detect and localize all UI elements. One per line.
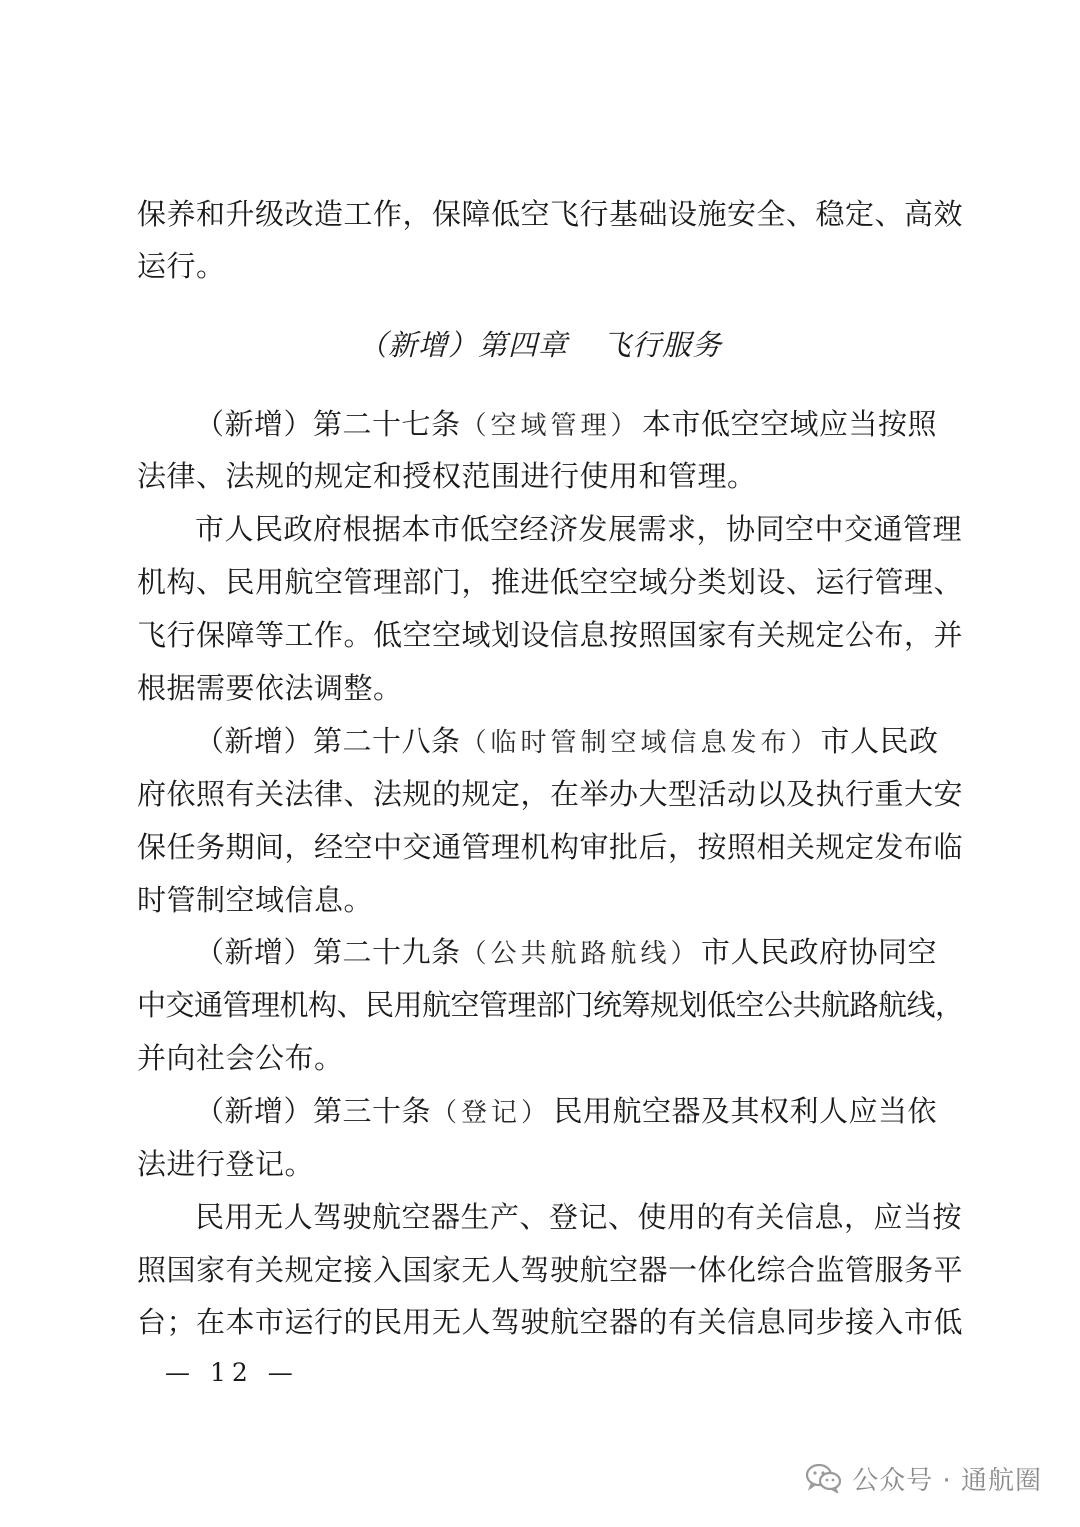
- wechat-watermark: [806, 1458, 1042, 1498]
- article-number: 第二十八条: [313, 724, 461, 758]
- paragraph-line: 台；在本市运行的民用无人驾驶航空器的有关信息同步接入市低: [137, 1305, 964, 1339]
- article-text: 市人民政: [820, 724, 939, 758]
- article-caption: （空域管理）: [460, 411, 641, 441]
- paragraph-line: 中交通管理机构、民用航空管理部门统筹规划低空公共航路航线，: [137, 988, 964, 1022]
- paragraph-line: 机构、民用航空管理部门，推进低空空域分类划设、运行管理、: [137, 565, 964, 599]
- chapter-label: （新增）第四章: [357, 328, 568, 362]
- article-28-first-line: [195, 721, 937, 761]
- article-number: 第二十七条: [313, 407, 461, 441]
- page-number: — 12 —: [165, 1358, 299, 1387]
- article-30-first-line: [195, 1091, 937, 1131]
- article-new-tag: （新增）: [195, 407, 314, 441]
- paragraph-line: 飞行保障等工作。低空空域划设信息按照国家有关规定公布，并: [137, 618, 964, 652]
- article-new-tag: （新增）: [195, 724, 314, 758]
- paragraph-line: 市人民政府根据本市低空经济发展需求，协同空中交通管理: [195, 512, 963, 546]
- paragraph-line: 民用无人驾驶航空器生产、登记、使用的有关信息，应当按: [195, 1200, 963, 1234]
- paragraph-line: 府依照有关法律、法规的规定，在举办大型活动以及执行重大安: [137, 777, 964, 811]
- article-text: 本市低空空域应当按照: [641, 407, 937, 441]
- paragraph-line: 运行。: [137, 249, 226, 283]
- paragraph-line: 保任务期间，经空中交通管理机构审批后，按照相关规定发布临: [137, 830, 964, 864]
- article-number: 第二十九条: [313, 935, 461, 969]
- article-text: 民用航空器及其权利人应当依: [553, 1094, 937, 1128]
- paragraph-line: 时管制空域信息。: [137, 883, 374, 917]
- article-caption: （登记）: [431, 1098, 552, 1128]
- article-number: 第三十条: [313, 1094, 432, 1128]
- chapter-heading: [0, 323, 1080, 367]
- paragraph-line: 照国家有关规定接入国家无人驾驶航空器一体化综合监管服务平: [137, 1253, 964, 1287]
- article-29-first-line: [195, 932, 937, 972]
- watermark-text: 公众号 · 通航圈: [852, 1465, 1042, 1496]
- article-new-tag: （新增）: [195, 1094, 314, 1128]
- wechat-icon: [806, 1463, 842, 1493]
- article-caption: （公共航路航线）: [460, 939, 701, 969]
- paragraph-line: 保养和升级改造工作，保障低空飞行基础设施安全、稳定、高效: [137, 197, 964, 231]
- article-text: 市人民政府协同空: [700, 935, 937, 969]
- paragraph-line: 法律、法规的规定和授权范围进行使用和管理。: [137, 459, 757, 493]
- chapter-title: 飞行服务: [602, 328, 723, 362]
- paragraph-line: 根据需要依法调整。: [137, 671, 403, 705]
- paragraph-line: 法进行登记。: [137, 1147, 315, 1181]
- paragraph-line: 并向社会公布。: [137, 1041, 344, 1075]
- article-new-tag: （新增）: [195, 935, 314, 969]
- article-27-first-line: [195, 404, 937, 444]
- article-caption: （临时管制空域信息发布）: [460, 728, 821, 758]
